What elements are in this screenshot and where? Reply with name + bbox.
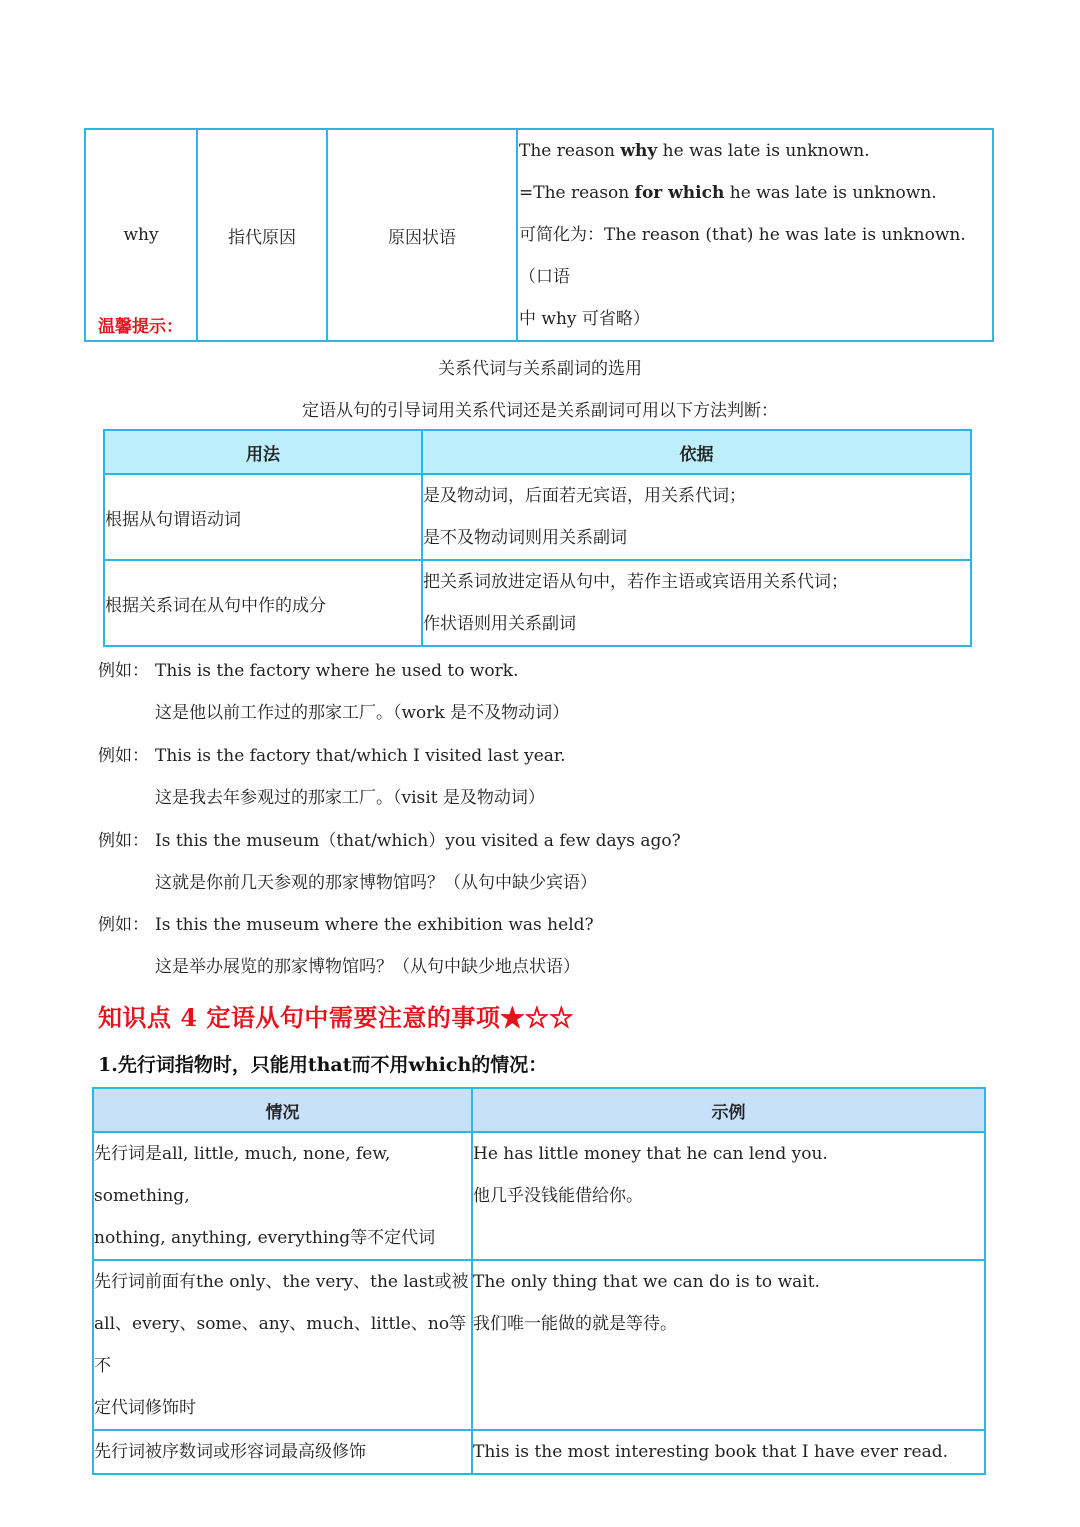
relative-adverb-table xyxy=(84,128,994,342)
example-zh: 这是他以前工作过的那家工厂。（work 是不及物动词） xyxy=(155,703,570,723)
ex2-bold: for which xyxy=(634,183,725,203)
example-cell xyxy=(472,1132,985,1260)
example-cell xyxy=(472,1260,985,1430)
header-example: 示例 xyxy=(472,1088,985,1132)
example-en: Is this the museum where the exhibition was held? xyxy=(155,915,594,935)
usage-cell xyxy=(104,560,422,646)
ex2-post: he was late is unknown. xyxy=(724,183,937,203)
example-line: The only thing that we can do is to wait. xyxy=(473,1272,820,1292)
that-only-table xyxy=(92,1087,986,1475)
usage-text: 根据从句谓语动词 xyxy=(105,509,241,530)
example-line: 他几乎没钱能借给你。 xyxy=(473,1186,643,1206)
tip-intro: 定语从句的引导词用关系代词还是关系副词可用以下方法判断： xyxy=(302,401,778,421)
word-why: why xyxy=(123,225,159,245)
table-row xyxy=(93,1430,985,1474)
case-line: nothing, anything, everything等不定代词 xyxy=(94,1228,436,1248)
section-heading: 知识点 4 定语从句中需要注意的事项★☆☆ xyxy=(98,1003,574,1032)
example-label: 例如： xyxy=(98,915,149,935)
example-cell xyxy=(472,1430,985,1474)
table-row xyxy=(104,560,971,646)
example-label: 例如： xyxy=(98,831,149,851)
table-row xyxy=(93,1260,985,1430)
ex1-pre: The reason xyxy=(519,141,621,161)
case-line: all、every、some、any、much、little、no等不 xyxy=(94,1314,467,1376)
header-basis: 依据 xyxy=(422,430,971,474)
function-text: 原因状语 xyxy=(388,227,456,248)
function-cell xyxy=(327,129,517,341)
pronoun-adverb-table xyxy=(103,429,972,647)
example-line-3: 可简化为：The reason (that) he was late is unknown.（口语 xyxy=(519,225,966,287)
basis-cell xyxy=(422,560,971,646)
table-row xyxy=(104,474,971,560)
example-cell xyxy=(517,129,993,341)
ex1-bold: why xyxy=(620,141,658,161)
header-usage: 用法 xyxy=(104,430,422,474)
basis-line: 是及物动词，后面若无宾语，用关系代词； xyxy=(423,486,746,506)
basis-line: 是不及物动词则用关系副词 xyxy=(423,528,627,548)
ex1-post: he was late is unknown. xyxy=(657,141,870,161)
example-line-2 xyxy=(519,172,992,214)
basis-line: 作状语则用关系副词 xyxy=(423,614,576,634)
basis-line: 把关系词放进定语从句中，若作主语或宾语用关系代词； xyxy=(423,572,848,592)
meaning-cell xyxy=(197,129,327,341)
header-case: 情况 xyxy=(93,1088,472,1132)
example-line: This is the most interesting book that I have ever read. xyxy=(473,1442,949,1462)
case-cell xyxy=(93,1430,472,1474)
case-line: 先行词是all, little, much, none, few, something, xyxy=(94,1144,391,1206)
basis-cell xyxy=(422,474,971,560)
case-cell xyxy=(93,1132,472,1260)
ex2-pre: =The reason xyxy=(519,183,635,203)
example-en: This is the factory where he used to work. xyxy=(155,661,519,681)
case-line: 定代词修饰时 xyxy=(94,1398,196,1418)
section-subheading: 1.先行词指物时，只能用that而不用which的情况： xyxy=(98,1054,548,1076)
example-zh: 这就是你前几天参观的那家博物馆吗？（从句中缺少宾语） xyxy=(155,873,597,893)
example-line: He has little money that he can lend you. xyxy=(473,1144,828,1164)
example-label: 例如： xyxy=(98,661,149,681)
example-line-1 xyxy=(519,130,992,172)
word-cell xyxy=(85,129,197,341)
example-en: Is this the museum（that/which）you visited a few days ago? xyxy=(155,831,681,851)
example-zh: 这是举办展览的那家博物馆吗？（从句中缺少地点状语） xyxy=(155,957,580,977)
tip-title: 关系代词与关系副词的选用 xyxy=(438,359,642,379)
example-zh: 这是我去年参观过的那家工厂。（visit 是及物动词） xyxy=(155,788,545,808)
example-en: This is the factory that/which I visited last year. xyxy=(155,746,566,766)
tip-label: 温馨提示： xyxy=(98,317,183,337)
meaning-text: 指代原因 xyxy=(228,227,296,248)
case-cell xyxy=(93,1260,472,1430)
case-line: 先行词被序数词或形容词最高级修饰 xyxy=(94,1442,366,1462)
example-line: 我们唯一能做的就是等待。 xyxy=(473,1314,677,1334)
example-label: 例如： xyxy=(98,746,149,766)
case-line: 先行词前面有the only、the very、the last或被 xyxy=(94,1272,469,1292)
usage-cell xyxy=(104,474,422,560)
usage-text: 根据关系词在从句中作的成分 xyxy=(105,595,326,616)
example-line-4: 中 why 可省略） xyxy=(519,309,650,329)
table-row xyxy=(93,1132,985,1260)
